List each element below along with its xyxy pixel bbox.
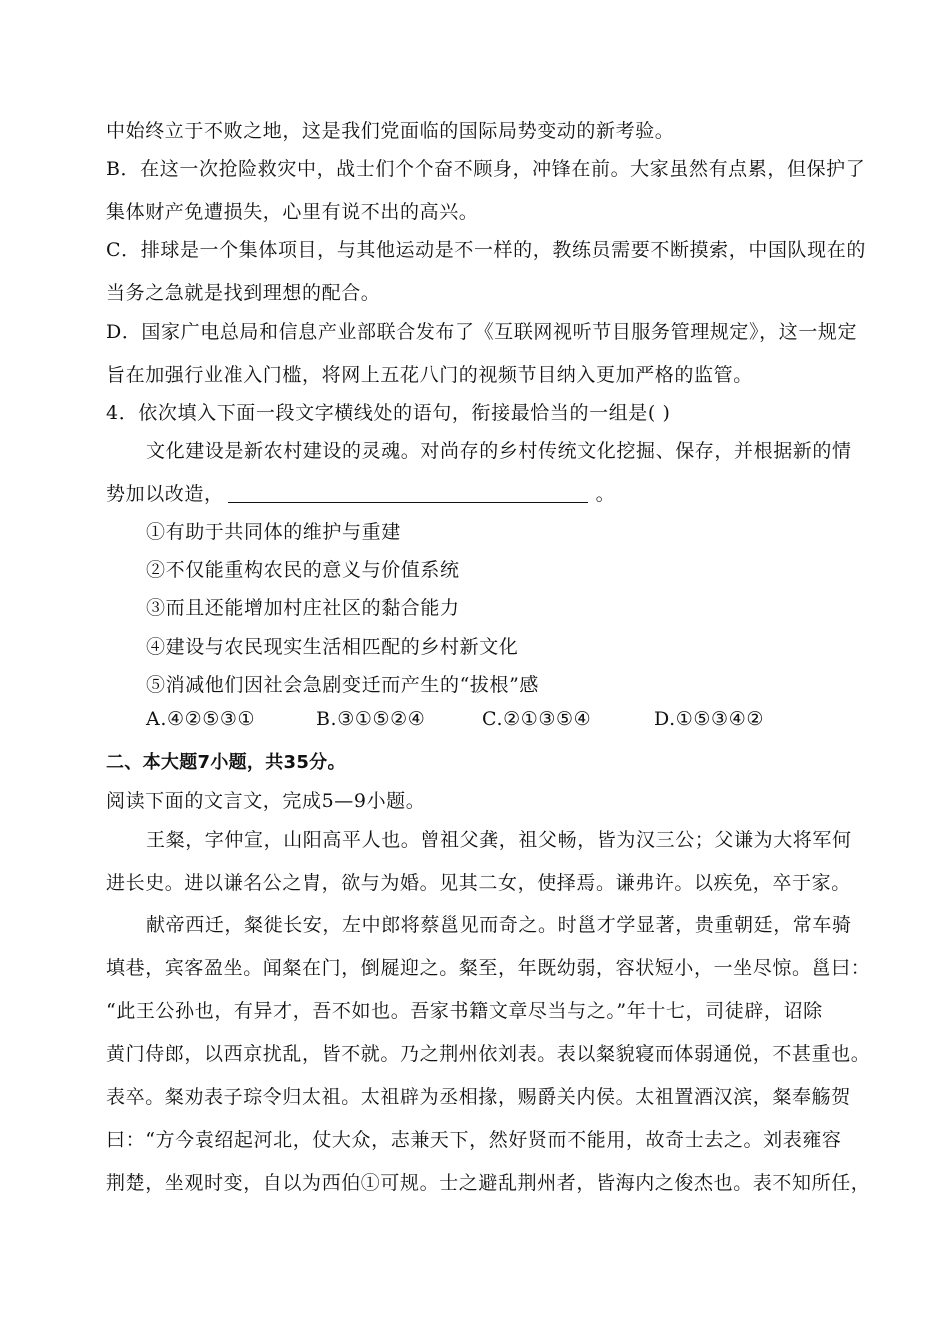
classical-text-line1: 王粲，字仲宣，山阳高平人也。曾祖父龚，祖父畅，皆为汉三公；父谦为大将军何 bbox=[146, 829, 852, 851]
answer-blank[interactable] bbox=[228, 482, 588, 503]
section-2-heading: 二、本大题7小题，共35分。 bbox=[106, 752, 346, 773]
option-b-line2: 集体财产免遭损失，心里有说不出的高兴。 bbox=[106, 201, 479, 223]
option-b-line1: B．在这一次抢险救灾中，战士们个个奋不顾身，冲锋在前。大家虽然有点累，但保护了 bbox=[106, 158, 866, 180]
sentence-1: ①有助于共同体的维护与重建 bbox=[146, 521, 401, 543]
option-a: A.④②⑤③① bbox=[146, 708, 256, 730]
answer-options bbox=[146, 708, 846, 732]
passage-line1: 文化建设是新农村建设的灵魂。对尚存的乡村传统文化挖掘、保存，并根据新的情 bbox=[146, 440, 852, 462]
classical-text-line6: 黄门侍郎，以西京扰乱，皆不就。乃之荆州依刘表。表以粲貌寝而体弱通侻，不甚重也。 bbox=[106, 1043, 871, 1065]
option-d-line2: 旨在加强行业准入门槛，将网上五花八门的视频节目纳入更加严格的监管。 bbox=[106, 364, 753, 386]
option-c-line1: C．排球是一个集体项目，与其他运动是不一样的，教练员需要不断摸索，中国队现在的 bbox=[106, 239, 866, 261]
classical-text-line4: 填巷，宾客盈坐。闻粲在门，倒屣迎之。粲至，年既幼弱，容状短小，一坐尽惊。邕曰： bbox=[106, 957, 871, 979]
classical-text-line2: 进长史。进以谦名公之胄，欲与为婚。见其二女，使择焉。谦弗许。以疾免，卒于家。 bbox=[106, 872, 851, 894]
option-d-line1: D．国家广电总局和信息产业部联合发布了《互联网视听节目服务管理规定》，这一规定 bbox=[106, 321, 858, 343]
option-b: B.③①⑤②④ bbox=[316, 708, 426, 730]
sentence-2: ②不仅能重构农民的意义与价值系统 bbox=[146, 559, 460, 581]
classical-text-line3: 献帝西迁，粲徙长安，左中郎将蔡邕见而奇之。时邕才学显著，贵重朝廷，常车骑 bbox=[146, 914, 852, 936]
sentence-4: ④建设与农民现实生活相匹配的乡村新文化 bbox=[146, 636, 519, 658]
classical-text-line5: “此王公孙也，有异才，吾不如也。吾家书籍文章尽当与之。”年十七，司徒辟，诏除 bbox=[106, 1000, 823, 1022]
classical-text-line7: 表卒。粲劝表子琮令归太祖。太祖辟为丞相掾，赐爵关内侯。太祖置酒汉滨，粲奉觞贺 bbox=[106, 1086, 851, 1108]
reading-intro: 阅读下面的文言文，完成5—9小题。 bbox=[106, 790, 426, 812]
passage-line2 bbox=[106, 479, 615, 506]
question-4: 4．依次填入下面一段文字横线处的语句，衔接最恰当的一组是( ) bbox=[106, 402, 671, 424]
classical-text-line8: 曰：“方今袁绍起河北，仗大众，志兼天下，然好贤而不能用，故奇士去之。刘表雍容 bbox=[106, 1129, 842, 1151]
passage-line2-text: 势加以改造， bbox=[106, 483, 224, 505]
passage-line2-end: 。 bbox=[595, 483, 616, 505]
sentence-3: ③而且还能增加村庄社区的黏合能力 bbox=[146, 597, 460, 619]
option-d: D.①⑤③④② bbox=[654, 708, 764, 730]
classical-text-line9: 荆楚，坐观时变，自以为西伯①可规。士之避乱荆州者，皆海内之俊杰也。表不知所任， bbox=[106, 1172, 871, 1194]
text-line: 中始终立于不败之地，这是我们党面临的国际局势变动的新考验。 bbox=[106, 120, 675, 142]
sentence-5: ⑤消减他们因社会急剧变迁而产生的“拔根”感 bbox=[146, 674, 540, 696]
option-c-line2: 当务之急就是找到理想的配合。 bbox=[106, 282, 381, 304]
option-c: C.②①③⑤④ bbox=[482, 708, 592, 730]
